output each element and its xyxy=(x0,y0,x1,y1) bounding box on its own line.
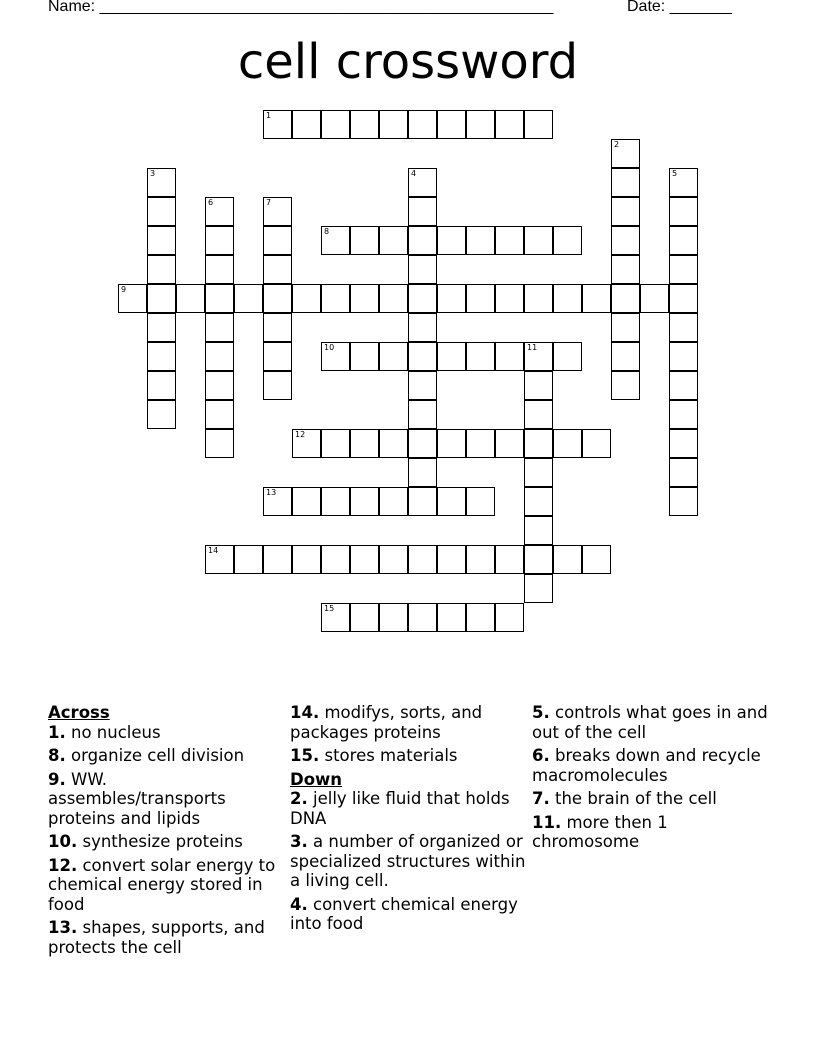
clue-number: 15. xyxy=(290,746,320,765)
clue-down-5 xyxy=(532,703,768,742)
grid-cell[interactable] xyxy=(408,429,437,458)
grid-cell[interactable] xyxy=(524,342,553,371)
grid-cell[interactable] xyxy=(524,226,553,255)
grid-cell[interactable] xyxy=(582,284,611,313)
grid-cell[interactable] xyxy=(408,545,437,574)
grid-cell[interactable] xyxy=(437,284,466,313)
clue-text: breaks down and recycle macromolecules xyxy=(532,746,761,785)
grid-cell[interactable] xyxy=(205,226,234,255)
grid-cell[interactable] xyxy=(263,545,292,574)
grid-cell[interactable] xyxy=(350,226,379,255)
cell-number: 4 xyxy=(411,169,417,178)
grid-cell[interactable] xyxy=(350,342,379,371)
grid-cell[interactable] xyxy=(205,545,234,574)
grid-cell[interactable] xyxy=(524,458,553,487)
grid-cell[interactable] xyxy=(669,168,698,197)
cell-number: 12 xyxy=(295,430,306,439)
grid-cell[interactable] xyxy=(524,487,553,516)
grid-cell[interactable] xyxy=(205,342,234,371)
clue-number: 10. xyxy=(48,832,78,851)
grid-cell[interactable] xyxy=(205,400,234,429)
grid-cell[interactable] xyxy=(147,313,176,342)
cell-number: 8 xyxy=(324,227,330,236)
grid-cell[interactable] xyxy=(611,197,640,226)
grid-cell[interactable] xyxy=(205,197,234,226)
grid-cell[interactable] xyxy=(263,197,292,226)
grid-cell[interactable] xyxy=(611,139,640,168)
grid-cell[interactable] xyxy=(553,284,582,313)
clue-text: WW. assembles/transports proteins and lipids xyxy=(48,769,226,828)
cell-number: 11 xyxy=(527,343,538,352)
grid-cell[interactable] xyxy=(118,284,147,313)
clue-down-4 xyxy=(290,895,526,934)
cell-number: 14 xyxy=(208,546,219,555)
grid-cell[interactable] xyxy=(379,429,408,458)
grid-cell[interactable] xyxy=(176,284,205,313)
grid-cell[interactable] xyxy=(524,371,553,400)
grid-cell[interactable] xyxy=(379,284,408,313)
grid-cell[interactable] xyxy=(669,313,698,342)
grid-cell[interactable] xyxy=(669,371,698,400)
cell-number: 10 xyxy=(324,343,335,352)
clue-across-10 xyxy=(48,832,284,852)
grid-cell[interactable] xyxy=(466,429,495,458)
clue-number: 2. xyxy=(290,789,308,808)
grid-cell[interactable] xyxy=(437,110,466,139)
clue-number: 1. xyxy=(48,722,66,742)
grid-cell[interactable] xyxy=(350,545,379,574)
grid-cell[interactable] xyxy=(582,545,611,574)
grid-cell[interactable] xyxy=(495,342,524,371)
grid-cell[interactable] xyxy=(147,284,176,313)
clue-column-1 xyxy=(48,703,284,961)
clue-text: shapes, supports, and protects the cell xyxy=(48,918,265,957)
grid-cell[interactable] xyxy=(466,487,495,516)
clue-text: convert chemical energy into food xyxy=(290,894,518,933)
grid-cell[interactable] xyxy=(263,313,292,342)
grid-cell[interactable] xyxy=(524,545,553,574)
grid-cell[interactable] xyxy=(437,429,466,458)
clue-number: 3. xyxy=(290,832,308,851)
grid-cell[interactable] xyxy=(263,371,292,400)
grid-cell[interactable] xyxy=(292,284,321,313)
grid-cell[interactable] xyxy=(205,371,234,400)
grid-cell[interactable] xyxy=(669,255,698,284)
cell-number: 6 xyxy=(208,198,214,207)
clue-text: no nucleus xyxy=(71,722,161,742)
grid-cell[interactable] xyxy=(408,371,437,400)
grid-cell[interactable] xyxy=(379,342,408,371)
cell-number: 5 xyxy=(672,169,678,178)
grid-cell[interactable] xyxy=(321,487,350,516)
grid-cell[interactable] xyxy=(147,342,176,371)
down-heading: Down xyxy=(290,769,343,789)
grid-cell[interactable] xyxy=(321,110,350,139)
clue-across-15 xyxy=(290,746,526,766)
grid-cell[interactable] xyxy=(495,226,524,255)
grid-cell[interactable] xyxy=(147,255,176,284)
grid-cell[interactable] xyxy=(379,226,408,255)
grid-cell[interactable] xyxy=(147,197,176,226)
clue-across-12 xyxy=(48,856,284,915)
grid-cell[interactable] xyxy=(408,342,437,371)
grid-cell[interactable] xyxy=(263,284,292,313)
grid-cell[interactable] xyxy=(379,545,408,574)
grid-cell[interactable] xyxy=(321,226,350,255)
grid-cell[interactable] xyxy=(350,284,379,313)
across-heading: Across xyxy=(48,703,110,722)
grid-cell[interactable] xyxy=(611,313,640,342)
grid-cell[interactable] xyxy=(292,110,321,139)
clue-across-13 xyxy=(48,918,284,957)
grid-cell[interactable] xyxy=(524,516,553,545)
grid-cell[interactable] xyxy=(669,197,698,226)
grid-cell[interactable] xyxy=(147,400,176,429)
grid-cell[interactable] xyxy=(321,284,350,313)
clue-text: the brain of the cell xyxy=(555,789,717,808)
grid-cell[interactable] xyxy=(350,110,379,139)
grid-cell[interactable] xyxy=(205,313,234,342)
date-line: Date: _______ xyxy=(627,0,732,15)
grid-cell[interactable] xyxy=(466,342,495,371)
clue-across-1 xyxy=(48,723,284,743)
cell-number: 2 xyxy=(614,140,620,149)
grid-cell[interactable] xyxy=(611,168,640,197)
grid-cell[interactable] xyxy=(524,429,553,458)
clue-text: controls what goes in and out of the cell xyxy=(532,703,768,742)
clue-number: 12. xyxy=(48,855,78,875)
cell-number: 13 xyxy=(266,488,277,497)
grid-cell[interactable] xyxy=(495,603,524,632)
grid-cell[interactable] xyxy=(495,110,524,139)
grid-cell[interactable] xyxy=(640,284,669,313)
clue-text: organize cell division xyxy=(71,746,245,765)
grid-cell[interactable] xyxy=(263,226,292,255)
grid-cell[interactable] xyxy=(408,110,437,139)
clue-number: 4. xyxy=(290,894,308,914)
cell-number: 15 xyxy=(324,604,335,613)
grid-cell[interactable] xyxy=(147,168,176,197)
grid-cell[interactable] xyxy=(205,255,234,284)
clue-down-3 xyxy=(290,832,526,891)
grid-cell[interactable] xyxy=(263,255,292,284)
name-line: Name: ___________________________________________________ xyxy=(48,0,554,15)
grid-cell[interactable] xyxy=(553,429,582,458)
clue-text: modifys, sorts, and packages proteins xyxy=(290,703,483,742)
grid-cell[interactable] xyxy=(350,603,379,632)
grid-cell[interactable] xyxy=(466,110,495,139)
grid-cell[interactable] xyxy=(669,284,698,313)
clue-column-3 xyxy=(532,703,768,856)
clue-number: 11. xyxy=(532,812,562,832)
grid-cell[interactable] xyxy=(495,429,524,458)
grid-cell[interactable] xyxy=(408,603,437,632)
grid-cell[interactable] xyxy=(611,284,640,313)
grid-cell[interactable] xyxy=(466,284,495,313)
grid-cell[interactable] xyxy=(263,110,292,139)
cell-number: 7 xyxy=(266,198,272,207)
grid-cell[interactable] xyxy=(408,458,437,487)
grid-cell[interactable] xyxy=(669,487,698,516)
grid-cell[interactable] xyxy=(234,545,263,574)
grid-cell[interactable] xyxy=(669,342,698,371)
grid-cell[interactable] xyxy=(437,226,466,255)
grid-cell[interactable] xyxy=(495,545,524,574)
clue-number: 8. xyxy=(48,746,66,765)
grid-cell[interactable] xyxy=(205,429,234,458)
grid-cell[interactable] xyxy=(408,168,437,197)
grid-cell[interactable] xyxy=(524,284,553,313)
grid-cell[interactable] xyxy=(495,284,524,313)
cell-number: 9 xyxy=(121,285,127,294)
cell-number: 1 xyxy=(266,111,272,120)
grid-cell[interactable] xyxy=(292,487,321,516)
grid-cell[interactable] xyxy=(379,487,408,516)
clue-down-11 xyxy=(532,813,768,852)
clue-text: more then 1 chromosome xyxy=(532,812,668,851)
grid-cell[interactable] xyxy=(669,400,698,429)
grid-cell[interactable] xyxy=(408,284,437,313)
grid-cell[interactable] xyxy=(611,226,640,255)
grid-cell[interactable] xyxy=(263,342,292,371)
clue-number: 5. xyxy=(532,703,550,722)
grid-cell[interactable] xyxy=(524,574,553,603)
clue-across-8 xyxy=(48,746,284,766)
grid-cell[interactable] xyxy=(437,342,466,371)
clue-number: 13. xyxy=(48,918,78,937)
grid-cell[interactable] xyxy=(292,429,321,458)
clue-down-6 xyxy=(532,746,768,785)
clue-number: 7. xyxy=(532,789,550,808)
clue-across-14 xyxy=(290,703,526,742)
grid-cell[interactable] xyxy=(611,255,640,284)
grid-cell[interactable] xyxy=(524,400,553,429)
grid-cell[interactable] xyxy=(408,255,437,284)
grid-cell[interactable] xyxy=(408,313,437,342)
grid-cell[interactable] xyxy=(147,371,176,400)
grid-cell[interactable] xyxy=(669,458,698,487)
grid-cell[interactable] xyxy=(437,545,466,574)
grid-cell[interactable] xyxy=(263,487,292,516)
grid-cell[interactable] xyxy=(553,545,582,574)
clue-number: 6. xyxy=(532,746,550,765)
grid-cell[interactable] xyxy=(524,110,553,139)
grid-cell[interactable] xyxy=(350,429,379,458)
clue-down-7 xyxy=(532,789,768,809)
grid-cell[interactable] xyxy=(321,429,350,458)
grid-cell[interactable] xyxy=(379,110,408,139)
grid-cell[interactable] xyxy=(611,371,640,400)
grid-cell[interactable] xyxy=(582,429,611,458)
clue-down-2 xyxy=(290,789,526,828)
clue-text: stores materials xyxy=(324,746,458,765)
clue-across-9 xyxy=(48,770,284,829)
grid-cell[interactable] xyxy=(408,400,437,429)
grid-cell[interactable] xyxy=(408,487,437,516)
clue-text: synthesize proteins xyxy=(82,832,243,851)
page-title: cell crossword xyxy=(237,34,579,90)
grid-cell[interactable] xyxy=(321,342,350,371)
grid-cell[interactable] xyxy=(466,545,495,574)
clue-text: jelly like fluid that holds DNA xyxy=(290,789,510,828)
grid-cell[interactable] xyxy=(611,342,640,371)
grid-cell[interactable] xyxy=(292,545,321,574)
grid-cell[interactable] xyxy=(437,603,466,632)
grid-cell[interactable] xyxy=(669,226,698,255)
grid-cell[interactable] xyxy=(437,487,466,516)
grid-cell[interactable] xyxy=(553,342,582,371)
clue-column-2 xyxy=(290,703,526,938)
grid-cell[interactable] xyxy=(408,197,437,226)
clue-number: 9. xyxy=(48,769,66,789)
grid-cell[interactable] xyxy=(205,284,234,313)
grid-cell[interactable] xyxy=(147,226,176,255)
grid-cell[interactable] xyxy=(553,226,582,255)
clue-text: a number of organized or specialized structures within a living cell. xyxy=(290,832,526,890)
grid-cell[interactable] xyxy=(321,545,350,574)
grid-cell[interactable] xyxy=(234,284,263,313)
grid-cell[interactable] xyxy=(350,487,379,516)
clue-number: 14. xyxy=(290,703,320,722)
grid-cell[interactable] xyxy=(466,226,495,255)
cell-number: 3 xyxy=(150,169,156,178)
grid-cell[interactable] xyxy=(379,603,408,632)
grid-cell[interactable] xyxy=(466,603,495,632)
grid-cell[interactable] xyxy=(321,603,350,632)
grid-cell[interactable] xyxy=(669,429,698,458)
clue-text: convert solar energy to chemical energy stored in food xyxy=(48,855,276,914)
grid-cell[interactable] xyxy=(408,226,437,255)
